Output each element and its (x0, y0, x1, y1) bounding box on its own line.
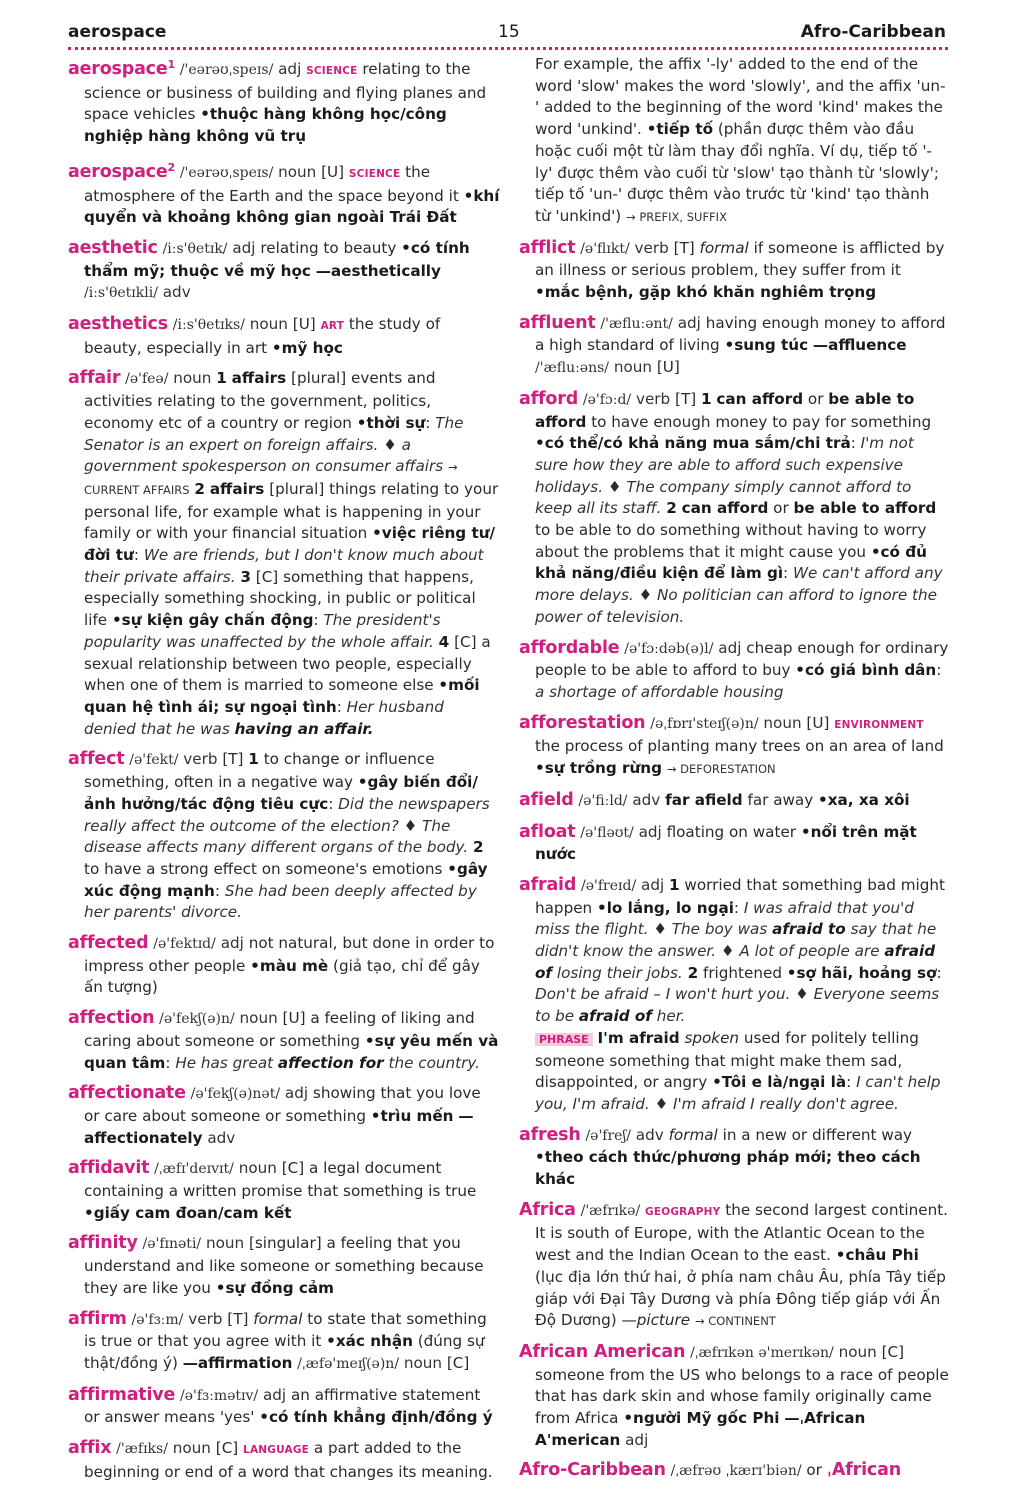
definition: an affirmative statement or answer means 'yes' (84, 1385, 481, 1427)
cross-reference[interactable]: → DEFORESTATION (666, 762, 776, 777)
entry-affect: affect /ə'fekt/ verb [T] 1 to change or influence something, often in a negative way •gây biến đổi/ảnh hưởng/tác động tiêu cực: Did the newspapers really affect the outcome of the election? ♦ The disease affects many different organs of the body. 2 to have a strong effect on someone's emotions •gây xúc động mạnh: She had been deeply affected by her parents' divorce. (68, 749, 490, 922)
example-phrase: afraid to (772, 920, 846, 939)
pronunciation: /ə'fekt/ (129, 752, 179, 769)
grammar-code: [C] (454, 632, 477, 651)
translation-note: (lục địa lớn thứ hai, ở phía nam châu Âu, phía Tây tiếp giáp với Đại Tây Dương và phía Đông tiếp giáp với Ấn Độ Dương) (535, 1267, 946, 1330)
sense-form: affairs (231, 369, 287, 388)
example: the country. (388, 1053, 480, 1072)
translation: •sự đồng cảm (215, 1278, 334, 1297)
translation: •sự yêu mến và quan tâm (84, 1031, 499, 1072)
part-of-speech: adj (278, 60, 302, 78)
example: I was afraid that you'd miss the flight. (535, 898, 914, 939)
entry-affluent (519, 313, 949, 380)
example: I'm not sure how they are able to afford such expensive holidays. (535, 434, 914, 496)
register-label: spoken (684, 1028, 740, 1047)
part-of-speech: adj (232, 238, 256, 257)
part-of-speech: adv (632, 790, 661, 809)
example: The disease affects many different organs of the body. (84, 816, 469, 857)
left-column (68, 54, 500, 1492)
definition: having enough money to afford a high standard of living (535, 313, 946, 355)
pronunciation: /'eərəʊˌspeɪs/ (179, 62, 274, 78)
phrase-badge: PHRASE (535, 1033, 593, 1046)
subject-label: ENVIRONMENT (834, 718, 924, 731)
grammar-code: [C] (881, 1342, 905, 1361)
translation: •có tính khẳng định/đồng ý (259, 1408, 493, 1427)
entry-african-american (519, 1342, 949, 1452)
derived-form: —affluence (812, 336, 907, 355)
pronunciation: /ə'fekʃ(ə)nət/ (190, 1086, 281, 1103)
cross-reference[interactable]: → PREFIX, SUFFIX (626, 209, 727, 224)
example-separator-icon: ♦ (654, 1094, 669, 1113)
derived-pos: adv (207, 1128, 236, 1147)
translation: •mối quan hệ tình ái; sự ngoại tình (84, 676, 480, 716)
part-of-speech: adj (641, 875, 665, 894)
definition: someone from the US who belongs to a race of people that has dark skin and whose family originally came from Africa (535, 1365, 949, 1428)
part-of-speech: noun (172, 1439, 211, 1458)
definition: a part added to the beginning or end of a word that changes its meaning. (84, 1439, 493, 1481)
definition: to have a strong effect on someone's emotions (84, 859, 443, 878)
phrase-form: I'm afraid (597, 1028, 680, 1047)
pronunciation: /əˌfɒrɪ'steɪʃ(ə)n/ (650, 715, 759, 732)
example: The Senator is an expert on foreign affairs. (84, 413, 464, 454)
derived-pronunciation: /ˌæfə'meɪʃ(ə)n/ (297, 1355, 400, 1372)
definition: relating to the science or business of building and flying planes and space vehicles (84, 60, 487, 124)
part-of-speech: verb (183, 750, 218, 769)
pronunciation: /ə'fiːld/ (578, 792, 628, 809)
headword: aesthetic (68, 237, 158, 258)
headword: affair (68, 368, 121, 389)
headword: affected (68, 933, 149, 954)
sense-form: affairs (209, 479, 265, 498)
translation: •giấy cam đoan/cam kết (84, 1203, 292, 1222)
translation: •gây xúc động mạnh (84, 859, 488, 900)
definition: things relating to your personal life, for example what is happening in your family or with your financial situation (84, 479, 499, 543)
pronunciation: /ə'feə/ (125, 371, 169, 388)
register-label: formal (668, 1125, 718, 1144)
grammar-code: [C] (215, 1439, 239, 1458)
translation: •lo lắng, lo ngại (597, 898, 734, 917)
header-dotted-rule (68, 47, 948, 50)
pronunciation: /ə'fɜːmətɪv/ (179, 1387, 259, 1404)
headword: afield (519, 789, 574, 810)
derived-form: —affectionately (84, 1106, 474, 1147)
pronunciation: /ˌæfrəʊ ˌkærɪ'biən/ (670, 1463, 802, 1480)
headword: affix (68, 1438, 112, 1459)
or-connector: or (807, 389, 824, 408)
derived-pronunciation: /iːs'θetɪkli/ (84, 285, 158, 302)
pronunciation: /ə'freʃ/ (585, 1127, 631, 1144)
entry-affordable: affordable /ə'fɔːdəb(ə)l/ adj cheap enough for ordinary people to be able to afford to buy •có giá bình dân: a shortage of affordable housing (519, 637, 949, 701)
subject-label: GEOGRAPHY (645, 1205, 721, 1218)
cross-reference[interactable]: → CONTINENT (694, 1314, 776, 1329)
headword: affectionate (68, 1083, 186, 1104)
example-separator-icon: ♦ (383, 435, 397, 454)
pronunciation: /ə'fɔːdəb(ə)l/ (624, 640, 714, 657)
example-separator-icon: ♦ (795, 985, 809, 1004)
definition: to change or influence something, often in a negative way (84, 750, 435, 792)
example: No politician can afford to ignore the power of television. (535, 586, 937, 626)
headword: afraid (519, 874, 577, 895)
sense-number: 1 (669, 875, 680, 894)
alternate-headword: ˌAfrican (826, 1460, 901, 1481)
grammar-code: [plural] (269, 479, 325, 498)
register-label: formal (253, 1309, 303, 1328)
definition: a sexual relationship between two people, especially when one of them is married to someone else (84, 632, 491, 695)
example: He has great (175, 1053, 274, 1072)
headword: affect (68, 749, 125, 770)
pronunciation: /ə'flɪkt/ (580, 240, 630, 257)
register-label: formal (699, 238, 749, 257)
headword: afresh (519, 1124, 581, 1145)
derived-pos: adj (625, 1430, 649, 1449)
example: The company simply cannot afford to keep all its staff. (535, 477, 912, 518)
page-header (68, 22, 946, 46)
example: The president's popularity was unaffected by the whole affair. (84, 611, 441, 651)
example-separator-icon: ♦ (720, 942, 735, 961)
derived-pos: adv (162, 283, 191, 302)
sense-number: 2 (666, 499, 677, 518)
definition: a feeling that you understand and like someone or something because they are like you (84, 1234, 484, 1297)
headword: aerospace$^1$ (68, 58, 175, 79)
definition: if someone is afflicted by an illness or serious problem, they suffer from it (535, 238, 945, 280)
definition: the process of planting many trees on an area of land (535, 737, 944, 756)
translation: •nổi trên mặt nước (535, 822, 917, 864)
headword: affection (68, 1008, 155, 1029)
translation: •mắc bệnh, gặp khó khăn nghiêm trọng (535, 283, 877, 302)
part-of-speech: adj (677, 313, 701, 332)
definition: events and activities relating to the government, politics, economy etc of a country or region (84, 369, 436, 432)
pronunciation: /iːs'θetɪks/ (172, 317, 245, 334)
pronunciation: /ə'fekʃ(ə)n/ (159, 1011, 235, 1028)
translation: •sự kiện gây chấn động (111, 611, 314, 630)
example: Don't be afraid – I won't hurt you. (535, 985, 791, 1004)
pronunciation: /ə'fləʊt/ (580, 824, 634, 841)
grammar-code: [T] (227, 1309, 249, 1328)
example-separator-icon: ♦ (403, 816, 418, 835)
headword: affordable (519, 637, 620, 658)
translation: •xác nhận (326, 1332, 413, 1351)
sense-number: 1 (216, 369, 227, 388)
part-of-speech: adj (718, 638, 742, 657)
pronunciation: /iːs'θetɪk/ (162, 240, 228, 257)
part-of-speech: adv (635, 1125, 664, 1144)
sense-number: 4 (438, 632, 450, 651)
part-of-speech: adj (262, 1385, 287, 1404)
example: I can't help you, I'm afraid. (535, 1073, 941, 1113)
grammar-code: [U] (282, 1009, 306, 1028)
translation: •thời sự (356, 413, 426, 432)
definition: the atmosphere of the Earth and the space beyond it (84, 162, 459, 205)
definition: a feeling of liking and caring about someone or something (84, 1009, 475, 1050)
pronunciation: /ə'fektɪd/ (153, 936, 216, 953)
entry-aerospace-2 (68, 157, 500, 229)
pronunciation: /'æfluːənt/ (600, 315, 673, 332)
picture-reference: —picture (621, 1311, 691, 1330)
entry-afloat (519, 822, 949, 866)
entry-affirmative (68, 1385, 500, 1429)
sense-number: 2 (472, 838, 484, 857)
translation: •sung túc (724, 336, 809, 355)
part-of-speech: noun (278, 162, 317, 181)
entry-afforestation (519, 713, 949, 781)
entry-aesthetic (68, 238, 500, 305)
translation-note: (đúng sự thật/đồng ý) (84, 1332, 485, 1372)
headword: affinity (68, 1233, 138, 1254)
headword: African American (519, 1341, 686, 1362)
example: I'm afraid I really don't agree. (673, 1094, 899, 1113)
derived-form: —ˌAfrican A'merican (535, 1409, 866, 1449)
headword: affidavit (68, 1158, 150, 1179)
derived-pronunciation: /'æfluːəns/ (535, 360, 609, 377)
part-of-speech: adj (284, 1084, 309, 1103)
translation-note: (giả tạo, chỉ để gây ấn tượng) (84, 956, 480, 997)
entry-affection: affection /ə'fekʃ(ə)n/ noun [U] a feeling of liking and caring about someone or something •sự yêu mến và quan tâm: He has great affection for the country. (68, 1008, 499, 1072)
translation: •sợ hãi, hoảng sợ (786, 963, 937, 982)
pronunciation: /'æfrɪkə/ (580, 1202, 641, 1219)
grammar-code: [C] (255, 567, 279, 586)
sense-number: 2 (687, 963, 699, 982)
definition: something that happens, especially something shocking, in public or political life (84, 567, 476, 630)
subject-label: LANGUAGE (243, 1444, 310, 1457)
translation-note: (phần được thêm vào đầu hoặc cuối một từ làm thay đổi nghĩa. Ví dụ, tiếp tố '-ly' được thêm vào cuối từ 'slow' tạo thành từ 'slowly'; tiếp tố 'un-' được thêm vào trước từ 'kind' tạo thành từ 'unkind') (535, 120, 939, 225)
or-connector: or (773, 499, 789, 518)
cross-reference[interactable]: → CURRENT AFFAIRS (84, 460, 458, 497)
grammar-code: [U] (321, 162, 345, 181)
grammar-code: [T] (673, 238, 695, 257)
entry-affirm (68, 1309, 500, 1376)
grammar-code: [plural] (291, 369, 347, 388)
translation: •châu Phi (835, 1246, 919, 1265)
definition: a legal document containing a written promise that something is true (84, 1159, 477, 1201)
example: We are friends, but I don't know much about their private affairs. (84, 546, 484, 586)
headword: afforestation (519, 712, 646, 733)
part-of-speech: verb (188, 1309, 223, 1328)
part-of-speech: noun (838, 1342, 877, 1361)
phrase-form: can afford (681, 499, 769, 518)
translation: •mỹ học (271, 338, 343, 357)
translation: •xa, xa xôi (818, 790, 910, 809)
translation: •màu mè (250, 956, 329, 975)
example-phrase: having an affair. (234, 719, 374, 738)
or-connector: or (806, 1461, 822, 1480)
translation: •người Mỹ gốc Phi (623, 1409, 780, 1428)
translation: •có đủ khả năng/điều kiện để làm gì (535, 542, 927, 583)
definition: used for politely telling someone something that might make them sad, disappointed, or angry (535, 1028, 919, 1092)
translation: •trìu mến (370, 1106, 454, 1125)
subject-label: SCIENCE (306, 65, 358, 77)
example: Everyone seems to be (535, 985, 940, 1026)
definition: worried that something bad might happen (535, 875, 945, 917)
headword: affirm (68, 1308, 127, 1329)
translation: •tiếp tố (646, 120, 714, 139)
definition: relating to beauty (260, 238, 397, 257)
derived-form: —affirmation (182, 1353, 293, 1372)
grammar-code: [U] (292, 315, 316, 334)
entry-afflict (519, 238, 949, 304)
sense-number: 3 (240, 567, 251, 586)
example: say that he didn't know the answer. (535, 920, 937, 961)
sense-number: 1 (248, 750, 259, 769)
example-separator-icon: ♦ (653, 920, 667, 939)
definition: to be able to do something without having to worry about the problems that it might cause you (535, 521, 927, 561)
entry-affix (68, 1438, 500, 1483)
guide-word-left: aerospace (68, 22, 167, 42)
definition: the study of beauty, especially in art (84, 315, 441, 357)
example: We can't afford any more delays. (535, 564, 943, 605)
phrase-form: far afield (665, 790, 743, 809)
part-of-speech: noun (249, 315, 288, 334)
definition: to state that something is true or that you agree with it (84, 1309, 487, 1351)
example-phrase: afraid of (578, 1007, 652, 1026)
headword: aesthetics (68, 314, 168, 335)
definition: frightened (702, 963, 782, 982)
headword: aerospace$^2$ (68, 160, 175, 182)
definition: floating on water (666, 822, 797, 841)
entry-affidavit (68, 1158, 500, 1224)
derived-grammar-code: [C] (446, 1353, 470, 1372)
entry-afro-caribbean (519, 1460, 949, 1483)
grammar-code: [T] (675, 389, 697, 408)
definition: not natural, but done in order to impress other people (84, 934, 495, 975)
translation: •việc riêng tư/đời tư (84, 524, 496, 565)
part-of-speech: noun (239, 1009, 278, 1028)
translation: •theo cách thức/phương pháp mới; theo cách khác (535, 1148, 921, 1189)
example-separator-icon: ♦ (638, 586, 653, 605)
derived-pos: noun (403, 1353, 443, 1372)
definition: For example, the affix '-ly' added to the end of the word 'slow' makes the word 'slowly', and the affix 'un-' added to the beginning of the word 'kind' makes the word 'unkind'. (535, 55, 946, 139)
headword: afford (519, 388, 579, 409)
translation: •gây biến đổi/ảnh hưởng/tác động tiêu cực (84, 773, 478, 813)
entry-affix-continued (519, 54, 949, 229)
example-phrase: affection for (277, 1053, 384, 1072)
derived-form: —aesthetically (315, 261, 441, 280)
grammar-code: [C] (281, 1159, 305, 1178)
headword: Africa (519, 1199, 576, 1220)
pronunciation: /ə'fɔːd/ (582, 391, 632, 408)
entry-aesthetics (68, 314, 500, 359)
part-of-speech: noun (763, 713, 802, 732)
definition: in a new or different way (722, 1125, 913, 1144)
translation: •khí quyển và khoảng không gian ngoài Trái Đất (84, 186, 500, 227)
pronunciation: /ˌæfrɪkən ə'merɪkən/ (690, 1344, 834, 1361)
definition: to have enough money to pay for something (591, 412, 932, 431)
example: A lot of people are (739, 942, 880, 961)
grammar-code: [singular] (248, 1234, 322, 1253)
headword: afflict (519, 237, 576, 258)
example: her. (656, 1007, 686, 1026)
example: losing their jobs. (556, 963, 683, 982)
example: a government spokesperson on consumer affairs (84, 435, 444, 476)
guide-word-right: Afro-Caribbean (800, 22, 946, 42)
headword: affluent (519, 312, 596, 333)
translation: •thuộc hàng không học/công nghiệp hàng không vũ trụ (84, 105, 447, 146)
example: She had been deeply affected by her parents' divorce. (84, 881, 477, 922)
grammar-code: [T] (222, 750, 244, 769)
phrase-form: be able to afford (535, 389, 915, 431)
phrase-form: be able to afford (793, 499, 937, 518)
example: Did the newspapers really affect the outcome of the election? (84, 794, 490, 835)
pronunciation: /ˌæfɪ'deɪvɪt/ (154, 1161, 234, 1178)
pronunciation: /ə'fɜːm/ (131, 1311, 184, 1328)
sense-number: 2 (194, 479, 205, 498)
translation: •có giá bình dân (795, 661, 937, 680)
sense-number: 1 (700, 389, 712, 408)
part-of-speech: adj (220, 934, 244, 953)
part-of-speech: adj (638, 822, 662, 841)
headword: Afro-Caribbean (519, 1460, 666, 1481)
part-of-speech: noun (205, 1234, 245, 1253)
translation: •sự trồng rừng (535, 759, 662, 778)
entry-afresh (519, 1125, 949, 1191)
entry-affected (68, 933, 500, 999)
entry-affectionate (68, 1083, 500, 1149)
definition: far away (747, 790, 814, 809)
definition: showing that you love or care about someone or something (84, 1084, 481, 1125)
grammar-code: [U] (806, 713, 830, 732)
part-of-speech: noun (238, 1159, 277, 1178)
pronunciation: /ə'freɪd/ (581, 877, 637, 894)
translation: •có tính thẩm mỹ; thuộc về mỹ học (84, 238, 470, 280)
derived-grammar-code: [U] (656, 358, 680, 377)
translation: •Tôi e là/ngại là (712, 1073, 847, 1092)
page-number: 15 (498, 22, 520, 42)
pronunciation: /'eərəʊˌspeɪs/ (179, 164, 274, 181)
part-of-speech: verb (634, 238, 669, 257)
example: The boy was (671, 920, 768, 939)
entry-affair: affair /ə'feə/ noun 1 affairs [plural] events and activities relating to the government, politics, economy etc of a country or region •thời sự: The Senator is an expert on foreign affairs. ♦ a government spokesperson on consumer affairs → CURRENT AFFAIRS 2 affairs [plural] things relating to your personal life, for example what is happening in your family or with your financial situation •việc riêng tư/đời tư: We are friends, but I don't know much about their private affairs. 3 [C] something that happens, especially something shocking, in public or political life •sự kiện gây chấn động: The president's popularity was unaffected by the whole affair. 4 [C] a sexual relationship between two people, especially when one of them is married to someone else •mối quan hệ tình ái; sự ngoại tình: Her husband denied that he was having an affair. (68, 368, 499, 738)
headword: afloat (519, 821, 576, 842)
right-column (519, 54, 949, 1492)
pronunciation: /ə'fɪnəti/ (142, 1236, 202, 1253)
part-of-speech: noun (173, 369, 212, 388)
subject-label: SCIENCE (348, 167, 401, 180)
pronunciation: /'æfɪks/ (116, 1441, 168, 1458)
headword: affirmative (68, 1384, 176, 1405)
derived-pos: noun (613, 358, 652, 377)
entry-affinity (68, 1233, 500, 1299)
example: a shortage of affordable housing (535, 682, 784, 701)
entry-africa (519, 1200, 949, 1333)
definition: cheap enough for ordinary people to be able to afford to buy (535, 638, 949, 680)
phrase-form: can afford (716, 389, 804, 408)
subject-label: ART (320, 320, 345, 333)
example-separator-icon: ♦ (607, 477, 622, 496)
entry-afield (519, 790, 949, 813)
entry-aerospace-1 (68, 54, 500, 148)
example: Her husband denied that he was (84, 697, 444, 738)
part-of-speech: verb (635, 389, 671, 408)
entry-afraid: afraid /ə'freɪd/ adj 1 worried that something bad might happen •lo lắng, lo ngại: I was afraid that you'd miss the flight. ♦ The boy was afraid to say that he didn't know the answer. ♦ A lot of people are afraid of losing their jobs. 2 frightened •sợ hãi, hoảng sợ: Don't be afraid – I won't hurt you. ♦ Everyone seems to be afraid of her. PHRASE I'm afraid spoken used for politely telling someone something that might make them sad, disappointed, or angry •Tôi e là/ngại là: I can't help you, I'm afraid. ♦ I'm afraid I really don't agree. (519, 874, 945, 1113)
definition: the second largest continent. It is south of Europe, with the Atlantic Ocean to the west and the Indian Ocean to the east. (535, 1200, 949, 1265)
entry-afford: afford /ə'fɔːd/ verb [T] 1 can afford or be able to afford to have enough money to pay for something •có thể/có khả năng mua sắm/chi trả: I'm not sure how they are able to afford such expensive holidays. ♦ The company simply cannot afford to keep all its staff. 2 can afford or be able to afford to be able to do something without having to worry about the problems that it might cause you •có đủ khả năng/điều kiện để làm gì: We can't afford any more delays. ♦ No politician can afford to ignore the power of television. (519, 388, 943, 626)
translation: •có thể/có khả năng mua sắm/chi trả (535, 434, 851, 453)
example-phrase: afraid of (535, 942, 936, 982)
